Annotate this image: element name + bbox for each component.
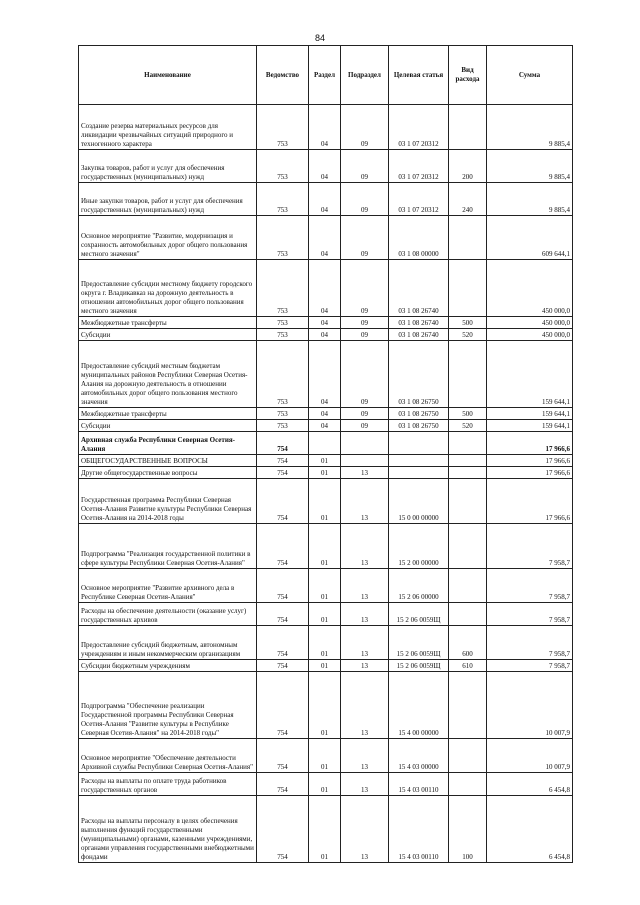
row-podrazdel: 13	[341, 739, 389, 773]
row-name: Расходы на выплаты по оплате труда работников государственных органов	[79, 773, 257, 796]
row-statya: 15 4 03 00000	[389, 739, 449, 773]
row-statya	[389, 455, 449, 467]
row-name: Предоставление субсидий бюджетным, автономным учреждениям и иным некоммерческим организациям	[79, 626, 257, 660]
row-vid: 600	[449, 626, 487, 660]
row-razdel: 01	[309, 773, 341, 796]
row-vedomstvo: 754	[257, 796, 309, 863]
row-vedomstvo: 754	[257, 467, 309, 479]
row-vid: 240	[449, 183, 487, 216]
table-row	[79, 317, 573, 329]
row-razdel: 01	[309, 524, 341, 569]
row-statya: 15 2 06 0059Щ	[389, 626, 449, 660]
row-name: Подпрограмма "Обеспечение реализации Государственной программы Республики Северная Осетия-Алания "Развитие культуры в Республике Северная Осетия-Алания" на 2014-2018 годы"	[79, 672, 257, 739]
row-name: Расходы на обеспечение деятельности (оказание услуг) государственных архивов	[79, 603, 257, 626]
row-razdel: 01	[309, 626, 341, 660]
row-vedomstvo: 754	[257, 432, 309, 455]
row-razdel: 01	[309, 467, 341, 479]
row-vedomstvo: 753	[257, 150, 309, 183]
row-vid	[449, 341, 487, 408]
row-razdel: 04	[309, 183, 341, 216]
table-row	[79, 672, 573, 739]
row-vedomstvo: 753	[257, 317, 309, 329]
row-podrazdel	[341, 432, 389, 455]
table-body	[79, 105, 573, 863]
row-vedomstvo: 753	[257, 260, 309, 317]
row-summa: 609 644,1	[487, 216, 573, 260]
row-name: Закупка товаров, работ и услуг для обеспечения государственных (муниципальных) нужд	[79, 150, 257, 183]
row-podrazdel: 13	[341, 569, 389, 603]
row-statya: 15 2 06 00000	[389, 569, 449, 603]
row-razdel: 01	[309, 796, 341, 863]
row-statya: 15 2 06 0059Щ	[389, 660, 449, 672]
row-summa: 159 644,1	[487, 408, 573, 420]
table-row	[79, 569, 573, 603]
row-razdel: 01	[309, 603, 341, 626]
row-vid: 520	[449, 329, 487, 341]
row-podrazdel: 13	[341, 479, 389, 524]
table-row	[79, 341, 573, 408]
table-row	[79, 660, 573, 672]
row-podrazdel: 09	[341, 317, 389, 329]
row-summa: 450 000,0	[487, 260, 573, 317]
row-vid	[449, 432, 487, 455]
row-vid: 200	[449, 150, 487, 183]
row-podrazdel: 13	[341, 626, 389, 660]
row-vid	[449, 467, 487, 479]
row-statya: 15 4 03 00110	[389, 796, 449, 863]
row-summa: 17 966,6	[487, 479, 573, 524]
row-vedomstvo: 754	[257, 524, 309, 569]
row-razdel: 04	[309, 341, 341, 408]
row-vid	[449, 773, 487, 796]
row-vedomstvo: 753	[257, 105, 309, 150]
row-razdel: 04	[309, 329, 341, 341]
row-podrazdel: 09	[341, 408, 389, 420]
row-vedomstvo: 754	[257, 626, 309, 660]
row-statya: 03 1 08 26750	[389, 420, 449, 432]
table-row	[79, 216, 573, 260]
row-summa: 159 644,1	[487, 420, 573, 432]
row-name: Межбюджетные трансферты	[79, 317, 257, 329]
row-razdel: 04	[309, 216, 341, 260]
row-summa: 450 000,0	[487, 329, 573, 341]
row-vedomstvo: 753	[257, 408, 309, 420]
row-statya: 03 1 08 00000	[389, 216, 449, 260]
row-summa: 17 966,6	[487, 467, 573, 479]
row-podrazdel: 09	[341, 420, 389, 432]
row-podrazdel: 09	[341, 216, 389, 260]
row-statya	[389, 432, 449, 455]
row-statya: 03 1 08 26750	[389, 408, 449, 420]
table-row	[79, 408, 573, 420]
row-statya: 15 0 00 00000	[389, 479, 449, 524]
row-podrazdel: 09	[341, 260, 389, 317]
row-vid: 500	[449, 408, 487, 420]
row-summa: 10 007,9	[487, 672, 573, 739]
row-name: Межбюджетные трансферты	[79, 408, 257, 420]
row-summa: 7 958,7	[487, 569, 573, 603]
row-vid	[449, 603, 487, 626]
header-vid: Вид расхода	[449, 46, 487, 105]
table-row	[79, 183, 573, 216]
row-vedomstvo: 753	[257, 183, 309, 216]
row-razdel: 01	[309, 569, 341, 603]
row-statya: 03 1 07 20312	[389, 183, 449, 216]
row-podrazdel: 13	[341, 603, 389, 626]
row-name: Другие общегосударственные вопросы	[79, 467, 257, 479]
row-statya: 03 1 08 26740	[389, 329, 449, 341]
row-podrazdel: 13	[341, 467, 389, 479]
row-summa: 7 958,7	[487, 660, 573, 672]
table-row	[79, 455, 573, 467]
row-name: Расходы на выплаты персоналу в целях обеспечения выполнения функций государственными (муниципальными) органами, казенными учреждениями, органами управления государственными внебюджетными фондами	[79, 796, 257, 863]
row-vedomstvo: 754	[257, 603, 309, 626]
row-name: Иные закупки товаров, работ и услуг для обеспечения государственных (муниципальных) нужд	[79, 183, 257, 216]
table-row	[79, 467, 573, 479]
row-razdel: 01	[309, 479, 341, 524]
row-vedomstvo: 754	[257, 660, 309, 672]
row-name: ОБЩЕГОСУДАРСТВЕННЫЕ ВОПРОСЫ	[79, 455, 257, 467]
row-name: Основное мероприятие "Обеспечение деятельности Архивной службы Республики Северная Осетия-Алания"	[79, 739, 257, 773]
row-podrazdel: 13	[341, 796, 389, 863]
row-podrazdel: 09	[341, 183, 389, 216]
table-row	[79, 105, 573, 150]
row-statya: 03 1 07 20312	[389, 105, 449, 150]
row-vid	[449, 260, 487, 317]
row-name: Субсидии	[79, 420, 257, 432]
row-name: Создание резерва материальных ресурсов для ликвидации чрезвычайных ситуаций природного и техногенного характера	[79, 105, 257, 150]
row-summa: 17 966,6	[487, 432, 573, 455]
row-vedomstvo: 754	[257, 739, 309, 773]
row-razdel: 01	[309, 660, 341, 672]
row-vedomstvo: 753	[257, 341, 309, 408]
table-row	[79, 479, 573, 524]
row-podrazdel	[341, 455, 389, 467]
row-vedomstvo: 754	[257, 479, 309, 524]
header-razdel: Раздел	[309, 46, 341, 105]
row-razdel: 04	[309, 150, 341, 183]
table-row	[79, 150, 573, 183]
header-summa: Сумма	[487, 46, 573, 105]
row-summa: 450 000,0	[487, 317, 573, 329]
table-row	[79, 260, 573, 317]
budget-table	[78, 45, 573, 863]
row-name: Основное мероприятие "Развитие архивного дела в Республике Северная Осетия-Алания"	[79, 569, 257, 603]
row-summa: 9 885,4	[487, 183, 573, 216]
row-statya: 15 4 03 00110	[389, 773, 449, 796]
table-row	[79, 329, 573, 341]
header-podrazdel: Подраздел	[341, 46, 389, 105]
row-statya: 03 1 08 26740	[389, 260, 449, 317]
table-row	[79, 420, 573, 432]
row-summa: 6 454,8	[487, 773, 573, 796]
row-vid	[449, 479, 487, 524]
row-razdel	[309, 432, 341, 455]
table-row	[79, 796, 573, 863]
row-podrazdel: 13	[341, 660, 389, 672]
row-name: Подпрограмма "Реализация государственной политики в сфере культуры Республики Северная Осетия-Алания"	[79, 524, 257, 569]
row-razdel: 01	[309, 739, 341, 773]
row-summa: 10 007,9	[487, 739, 573, 773]
row-vedomstvo: 753	[257, 329, 309, 341]
row-statya: 03 1 08 26750	[389, 341, 449, 408]
table-row	[79, 739, 573, 773]
row-name: Государственная программа Республики Северная Осетия-Алания Развитие культуры Республики Северная Осетия-Алания на 2014-2018 годы	[79, 479, 257, 524]
row-summa: 7 958,7	[487, 524, 573, 569]
row-summa: 9 885,4	[487, 105, 573, 150]
table-row	[79, 626, 573, 660]
row-vedomstvo: 754	[257, 569, 309, 603]
row-name: Предоставление субсидии местному бюджету городского округа г. Владикавказ на дорожную деятельность в отношении автомобильных дорог общего пользования местного значения	[79, 260, 257, 317]
row-vedomstvo: 753	[257, 420, 309, 432]
header-statya: Целевая статья	[389, 46, 449, 105]
row-vid: 520	[449, 420, 487, 432]
row-summa: 9 885,4	[487, 150, 573, 183]
row-podrazdel: 09	[341, 150, 389, 183]
row-podrazdel: 09	[341, 105, 389, 150]
table-row	[79, 603, 573, 626]
row-vid	[449, 216, 487, 260]
table-row	[79, 432, 573, 455]
row-summa: 159 644,1	[487, 341, 573, 408]
row-statya	[389, 467, 449, 479]
row-vid: 500	[449, 317, 487, 329]
row-razdel: 04	[309, 408, 341, 420]
row-vid	[449, 455, 487, 467]
row-vid	[449, 569, 487, 603]
table-row	[79, 524, 573, 569]
header-vedomstvo: Ведомство	[257, 46, 309, 105]
row-vedomstvo: 754	[257, 455, 309, 467]
row-podrazdel: 09	[341, 329, 389, 341]
row-vedomstvo: 754	[257, 773, 309, 796]
row-razdel: 04	[309, 420, 341, 432]
page-number: 84	[314, 33, 325, 43]
header-name: Наименование	[79, 46, 257, 105]
row-statya: 03 1 08 26740	[389, 317, 449, 329]
row-statya: 03 1 07 20312	[389, 150, 449, 183]
row-vid: 610	[449, 660, 487, 672]
row-podrazdel: 13	[341, 524, 389, 569]
row-razdel: 04	[309, 260, 341, 317]
row-razdel: 01	[309, 455, 341, 467]
row-vedomstvo: 754	[257, 672, 309, 739]
row-vid	[449, 105, 487, 150]
table-row	[79, 773, 573, 796]
row-name: Субсидии бюджетным учреждениям	[79, 660, 257, 672]
row-vid	[449, 672, 487, 739]
row-name: Предоставление субсидий местным бюджетам муниципальных районов Республики Северная Осетия-Алания на дорожную деятельность в отношении автомобильных дорог общего пользования местного значения	[79, 341, 257, 408]
row-podrazdel: 13	[341, 672, 389, 739]
row-vid: 100	[449, 796, 487, 863]
row-statya: 15 2 06 0059Щ	[389, 603, 449, 626]
row-vid	[449, 739, 487, 773]
row-name: Архивная служба Республики Северная Осетия-Алания	[79, 432, 257, 455]
row-summa: 7 958,7	[487, 626, 573, 660]
row-podrazdel: 09	[341, 341, 389, 408]
row-vid	[449, 524, 487, 569]
row-statya: 15 2 00 00000	[389, 524, 449, 569]
row-summa: 6 454,8	[487, 796, 573, 863]
row-name: Основное мероприятие "Развитие, модернизация и сохранность автомобильных дорог общего пользования местного значения"	[79, 216, 257, 260]
row-statya: 15 4 00 00000	[389, 672, 449, 739]
row-vedomstvo: 753	[257, 216, 309, 260]
row-razdel: 01	[309, 672, 341, 739]
row-razdel: 04	[309, 105, 341, 150]
row-podrazdel: 13	[341, 773, 389, 796]
row-summa: 17 966,6	[487, 455, 573, 467]
table-header-row	[79, 46, 573, 105]
row-razdel: 04	[309, 317, 341, 329]
row-summa: 7 958,7	[487, 603, 573, 626]
row-name: Субсидии	[79, 329, 257, 341]
